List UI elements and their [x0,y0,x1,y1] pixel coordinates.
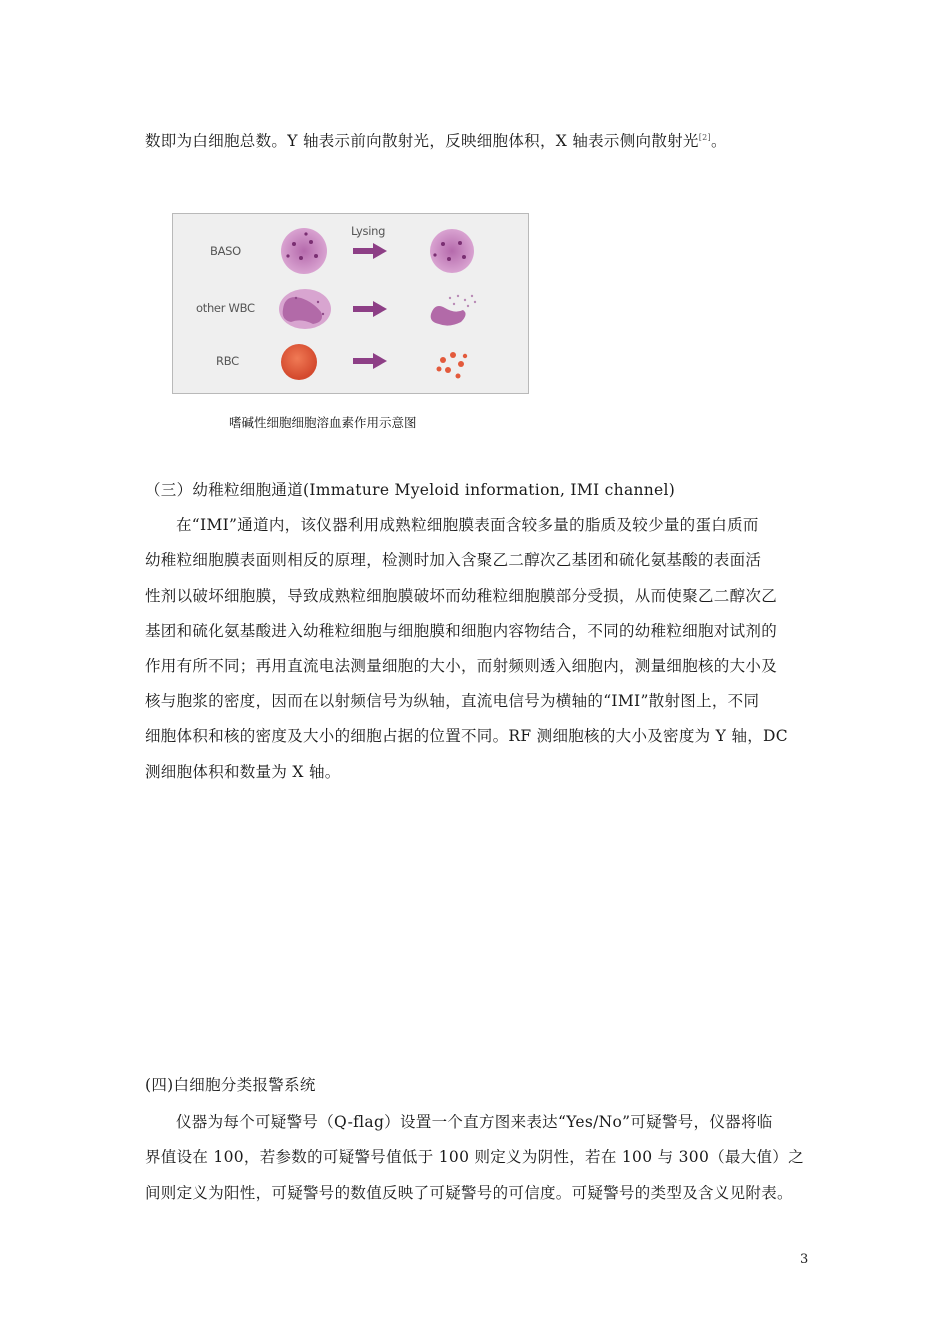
baso-cell-icon [281,228,327,274]
rbc-fragments-icon [437,352,468,379]
intro-end: 。 [710,132,727,150]
row-label-rbc: RBC [216,354,239,368]
section3-line: 在“IMI”通道内，该仪器利用成熟粒细胞膜表面含较多量的脂质及较少量的蛋白质而 [176,516,759,534]
lysing-diagram [173,214,528,393]
section3-line: 基团和硫化氨基酸进入幼稚粒细胞与细胞膜和细胞内容物结合，不同的幼稚粒细胞对试剂的 [145,622,778,640]
wbc-lysed-nucleus-icon [431,295,477,326]
section3-line: 核与胞浆的密度，因而在以射频信号为纵轴，直流电信号为横轴的“IMI”散射图上，不同 [145,692,760,710]
lysing-label: Lysing [351,224,386,238]
row-label-baso: BASO [210,244,241,258]
citation-ref: [2] [698,133,711,142]
arrow-baso-icon [353,243,387,259]
section4-line: 间则定义为阳性，可疑警号的数值反映了可疑警号的可信度。可疑警号的类型及含义见附表。 [145,1184,793,1202]
rbc-cell-icon [281,344,317,380]
baso-lysed-cell-icon [430,229,474,273]
section3-line: 细胞体积和核的密度及大小的细胞占据的位置不同。RF 测细胞核的大小及密度为 Y 轴，DC [145,727,788,745]
wbc-cell-icon [279,289,331,329]
arrow-rbc-icon [353,353,387,369]
section4-line: 仪器为每个可疑警号（Q-flag）设置一个直方图来表达“Yes/No”可疑警号，仪器将临 [176,1113,773,1131]
section3-line: 作用有所不同；再用直流电法测量细胞的大小，而射频则透入细胞内，测量细胞核的大小及 [145,657,778,675]
row-label-other-wbc: other WBC [196,301,255,315]
section3-line: 幼稚粒细胞膜表面则相反的原理，检测时加入含聚乙二醇次乙基团和硫化氨基酸的表面活 [145,551,762,569]
section3-line: 测细胞体积和数量为 X 轴。 [145,763,341,781]
intro-paragraph [145,128,815,151]
figure-caption: 嗜碱性细胞细胞溶血素作用示意图 [229,415,417,430]
lysing-figure [172,213,529,394]
section4-line: 界值设在 100，若参数的可疑警号值低于 100 则定义为阴性，若在 100 与 300（最大值）之 [145,1148,804,1166]
section3-line: 性剂以破坏细胞膜，导致成熟粒细胞膜破坏而幼稚粒细胞膜部分受损，从而使聚乙二醇次乙 [145,587,778,605]
section4-heading: (四)白细胞分类报警系统 [145,1076,316,1094]
intro-text: 数即为白细胞总数。Y 轴表示前向散射光，反映细胞体积，X 轴表示侧向散射光 [145,132,699,150]
arrow-wbc-icon [353,301,387,317]
page-number: 3 [800,1252,809,1267]
section3-heading: （三）幼稚粒细胞通道(Immature Myeloid information, IMI channel) [145,481,676,499]
